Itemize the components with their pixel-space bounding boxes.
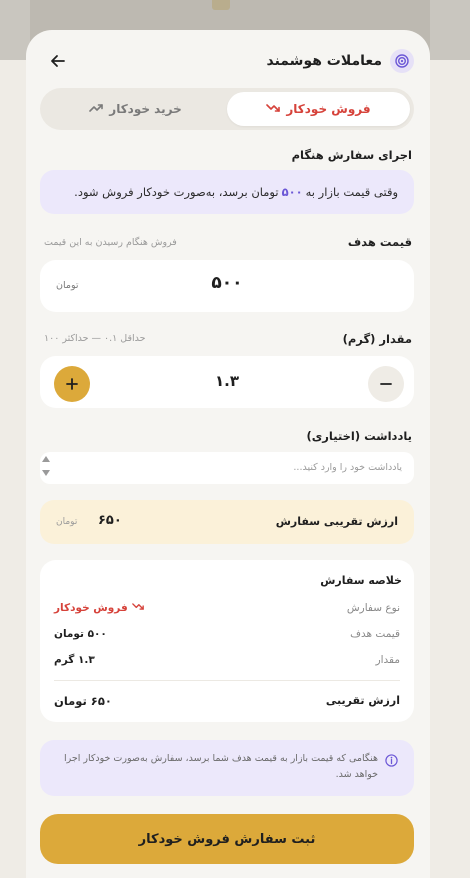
quantity-stepper — [40, 356, 414, 408]
sheet-header — [26, 48, 430, 74]
estimated-value-unit: تومان — [56, 517, 78, 527]
note-label: یادداشت (اختیاری) — [306, 429, 412, 443]
textarea-resize-handle[interactable] — [42, 456, 50, 476]
execution-notice — [40, 170, 414, 214]
target-price-input[interactable] — [40, 260, 414, 312]
summary-row-type — [54, 602, 400, 618]
notice-target-value: ۵۰۰ — [281, 185, 303, 199]
summary-value: ۵۰۰ تومان — [54, 628, 107, 640]
notice-text-end: تومان برسد، به‌صورت خودکار فروش شود. — [74, 185, 279, 199]
estimated-value-card — [40, 500, 414, 544]
target-price-hint: فروش هنگام رسیدن به این قیمت — [44, 237, 177, 248]
quantity-label: مقدار (گرم) — [342, 332, 412, 346]
increase-quantity-button[interactable] — [54, 366, 90, 402]
plus-icon — [66, 378, 78, 390]
background-panel-right — [430, 0, 470, 60]
estimated-value-label: ارزش تقریبی سفارش — [275, 515, 398, 528]
tab-sell-label: فروش خودکار — [286, 102, 371, 116]
summary-type-value: فروش خودکار — [54, 602, 128, 614]
summary-total-key: ارزش تقریبی — [325, 694, 400, 707]
note-input[interactable] — [56, 452, 414, 484]
target-price-value[interactable]: ۵۰۰ — [211, 273, 243, 293]
summary-key: قیمت هدف — [350, 628, 400, 640]
target-price-label: قیمت هدف — [347, 235, 412, 249]
tab-sell-auto[interactable] — [227, 92, 410, 126]
tab-buy-label: خرید خودکار — [109, 102, 182, 116]
quantity-hint: حداقل ۰.۱ — حداکثر ۱۰۰ — [44, 333, 146, 344]
summary-divider — [54, 680, 400, 681]
scroll-down-icon[interactable] — [42, 470, 50, 476]
back-arrow-icon[interactable] — [48, 51, 68, 71]
notice-text-start: وقتی قیمت بازار به — [305, 185, 398, 199]
summary-value — [54, 602, 144, 614]
summary-key: نوع سفارش — [346, 602, 400, 614]
submit-order-button[interactable]: ثبت سفارش فروش خودکار — [40, 814, 414, 864]
smart-trade-sheet — [26, 30, 430, 878]
quantity-value[interactable]: ۱.۳ — [214, 372, 239, 390]
estimated-value: ۶۵۰ — [98, 513, 122, 528]
background-ghost-icon — [212, 0, 230, 10]
order-summary — [40, 560, 414, 722]
target-icon — [390, 49, 414, 73]
trade-type-tabs — [40, 88, 414, 130]
summary-total-value: ۶۵۰ تومان — [54, 694, 112, 708]
info-icon — [385, 752, 398, 771]
info-notice — [40, 740, 414, 796]
summary-value: ۱.۳ گرم — [54, 654, 95, 666]
trend-up-icon — [89, 102, 103, 116]
summary-title: خلاصه سفارش — [320, 574, 402, 587]
summary-row-total — [54, 694, 400, 710]
summary-row-quantity — [54, 654, 400, 670]
trend-down-icon — [266, 102, 280, 116]
info-text: هنگامی که قیمت بازار به قیمت هدف شما برسد، سفارش به‌صورت خودکار اجرا خواهد شد. — [63, 753, 378, 780]
tab-buy-auto[interactable] — [44, 92, 227, 126]
summary-row-target — [54, 628, 400, 644]
target-price-unit: تومان — [56, 280, 79, 291]
trend-down-icon — [132, 602, 144, 614]
page-title: معاملات هوشمند — [266, 53, 382, 69]
summary-key: مقدار — [375, 654, 400, 666]
note-field-wrapper — [40, 452, 414, 484]
scroll-up-icon[interactable] — [42, 456, 50, 462]
execution-label: اجرای سفارش هنگام — [291, 148, 412, 162]
